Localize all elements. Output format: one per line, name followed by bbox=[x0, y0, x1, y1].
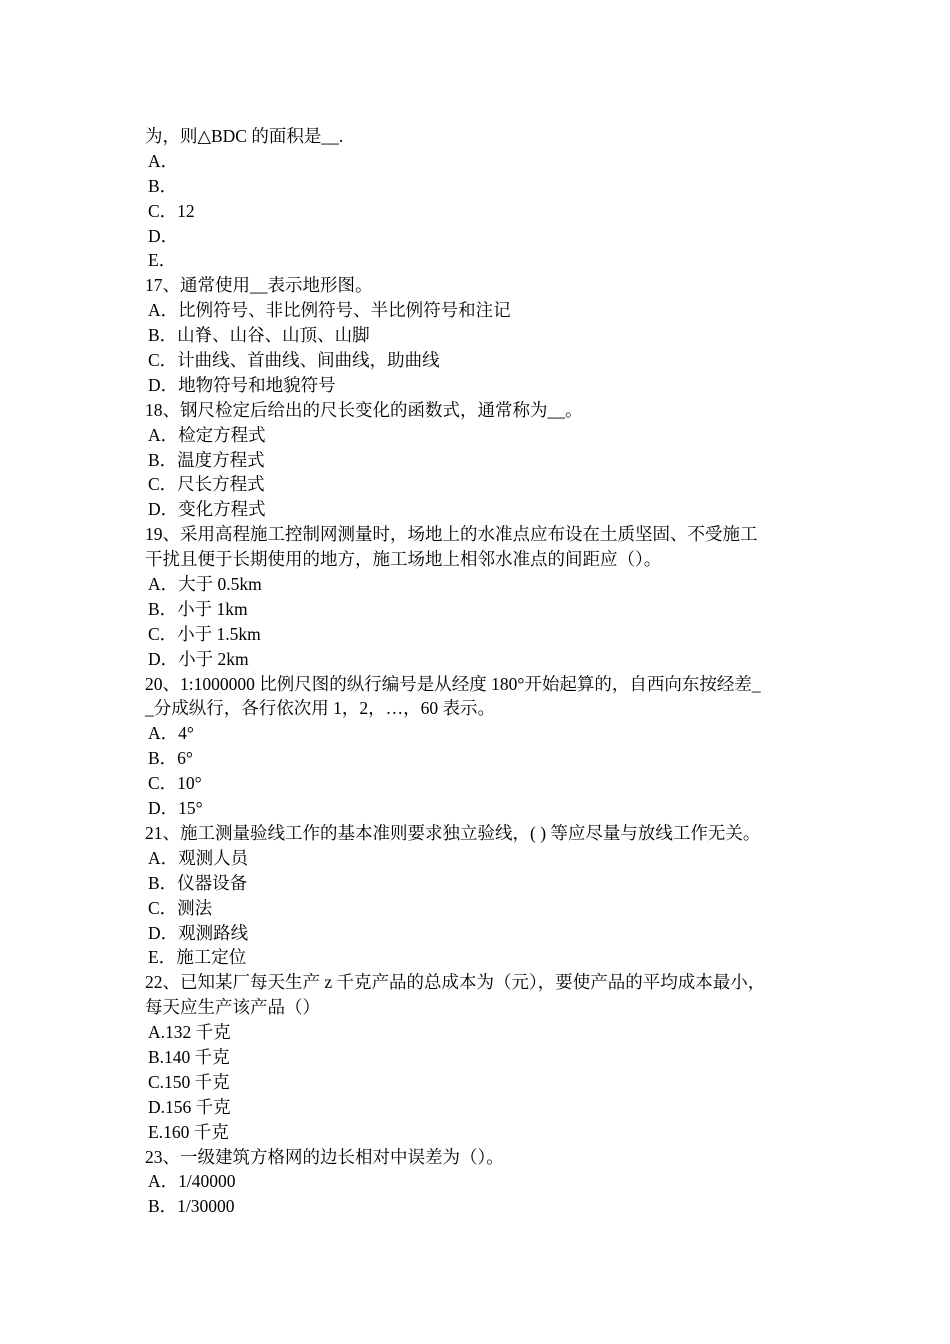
answer-option: B.140 千克 bbox=[148, 1046, 230, 1067]
question-text: 18、钢尺检定后给出的尺长变化的函数式，通常称为__。 bbox=[145, 399, 583, 420]
answer-option: D．观测路线 bbox=[148, 922, 249, 943]
answer-option: A．观测人员 bbox=[148, 847, 249, 868]
question-text: 22、已知某厂每天生产 z 千克产品的总成本为（元），要使产品的平均成本最小， bbox=[145, 972, 766, 993]
answer-option: B．仪器设备 bbox=[148, 872, 248, 893]
answer-option: C．计曲线、首曲线、间曲线，助曲线 bbox=[148, 350, 440, 371]
question-text: 17、通常使用__表示地形图。 bbox=[145, 275, 373, 296]
answer-option: B．小于 1km bbox=[148, 598, 248, 619]
question-text: 干扰且便于长期使用的地方，施工场地上相邻水准点的间距应（）。 bbox=[145, 549, 662, 570]
answer-option: B．1/30000 bbox=[148, 1196, 235, 1217]
answer-option: A．4° bbox=[148, 723, 194, 744]
answer-option: B．温度方程式 bbox=[148, 449, 265, 470]
question-text: 21、施工测量验线工作的基本准则要求独立验线，( ) 等应尽量与放线工作无关。 bbox=[145, 822, 761, 843]
answer-option: C．测法 bbox=[148, 897, 213, 918]
answer-option: C．12 bbox=[148, 200, 195, 221]
question-text: 每天应生产该产品（） bbox=[145, 997, 320, 1018]
answer-option: A．检定方程式 bbox=[148, 424, 266, 445]
question-text: 23、一级建筑方格网的边长相对中误差为（）。 bbox=[145, 1146, 504, 1167]
answer-option: A．比例符号、非比例符号、半比例符号和注记 bbox=[148, 300, 511, 321]
answer-option: D．变化方程式 bbox=[148, 499, 266, 520]
answer-option: C．小于 1.5km bbox=[148, 623, 261, 644]
answer-option: C．10° bbox=[148, 773, 202, 794]
answer-option: B．山脊、山谷、山顶、山脚 bbox=[148, 325, 370, 346]
answer-option: C．尺长方程式 bbox=[148, 474, 265, 495]
document-body bbox=[145, 124, 810, 1219]
question-text: 为，则△BDC 的面积是__. bbox=[145, 126, 344, 146]
answer-option: D．地物符号和地貌符号 bbox=[148, 374, 336, 395]
question-text: 20、1:1000000 比例尺图的纵行编号是从经度 180°开始起算的，自西向东按经差_ bbox=[145, 673, 761, 694]
answer-option: A.132 千克 bbox=[148, 1022, 231, 1043]
answer-option: B．6° bbox=[148, 748, 193, 769]
question-text: _分成纵行，各行依次用 1，2，…，60 表示。 bbox=[145, 698, 495, 719]
answer-option: A． bbox=[148, 150, 179, 171]
answer-option: D.156 千克 bbox=[148, 1096, 231, 1117]
answer-option: C.150 千克 bbox=[148, 1071, 230, 1092]
answer-option: D．15° bbox=[148, 798, 203, 819]
answer-option: A．大于 0.5km bbox=[148, 574, 262, 595]
answer-option: D．小于 2km bbox=[148, 648, 249, 669]
answer-option: E． bbox=[148, 250, 177, 271]
question-text: 19、采用高程施工控制网测量时，场地上的水准点应布设在土质坚固、不受施工 bbox=[145, 524, 758, 545]
answer-option: D． bbox=[148, 225, 179, 246]
answer-option: A．1/40000 bbox=[148, 1171, 236, 1192]
answer-option: E．施工定位 bbox=[148, 947, 247, 968]
answer-option: E.160 千克 bbox=[148, 1121, 229, 1142]
answer-option: B． bbox=[148, 175, 178, 196]
